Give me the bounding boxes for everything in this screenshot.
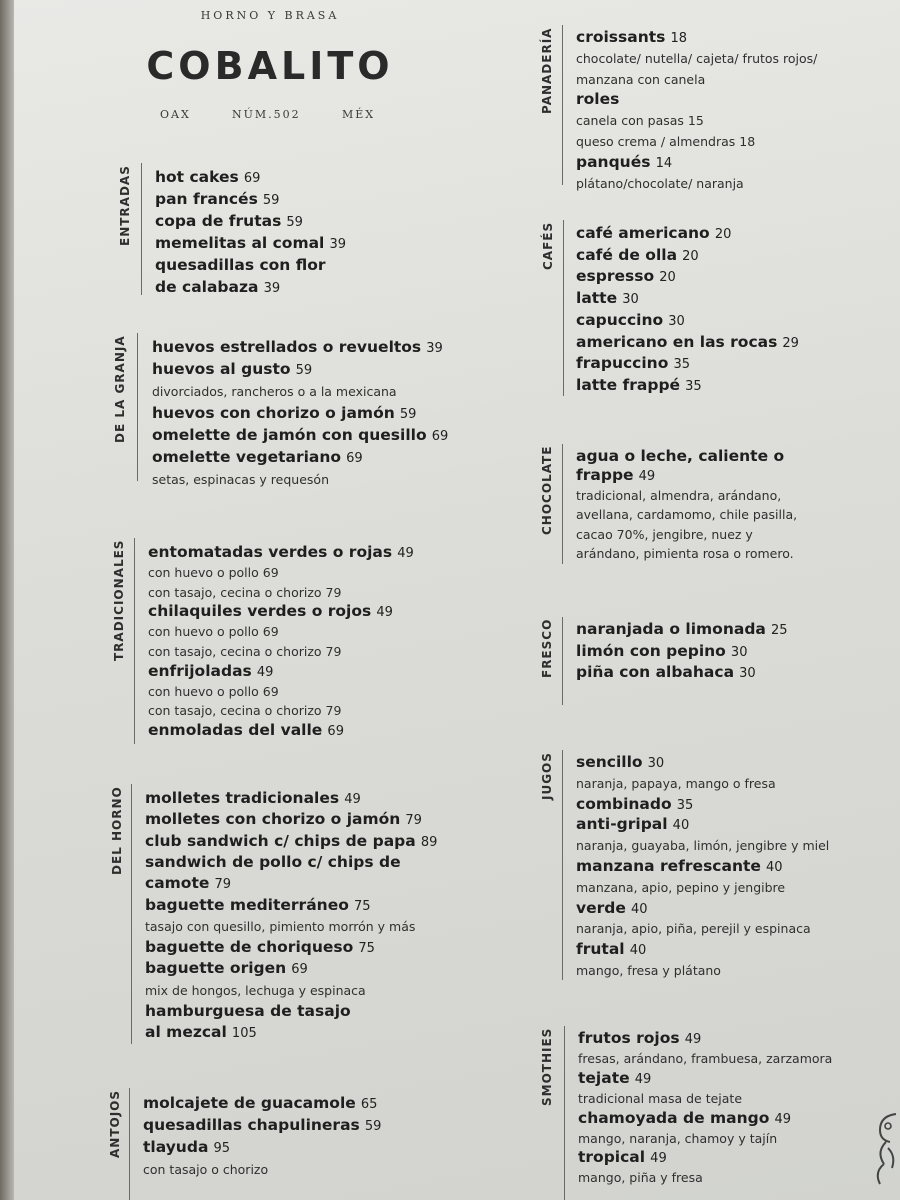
item-price: 18	[670, 31, 688, 46]
item-name: café de olla	[576, 245, 678, 264]
menu-item	[152, 425, 448, 444]
item-name: camote	[145, 874, 210, 893]
section-divider	[137, 333, 138, 481]
item-price: 59	[295, 363, 313, 378]
menu-item	[578, 1068, 651, 1087]
item-name: omelette de jamón con quesillo	[152, 426, 427, 444]
menu-item	[578, 1147, 667, 1166]
section-label-del-horno: DEL HORNO	[110, 786, 124, 875]
item-description-text: tradicional masa de tejate	[578, 1090, 743, 1106]
menu-item	[155, 189, 279, 208]
item-description-text: cacao 70%, jengibre, nuez y	[576, 526, 753, 542]
item-name: quesadillas chapulineras	[143, 1116, 360, 1134]
menu-item	[576, 353, 690, 372]
item-description	[578, 1048, 832, 1067]
item-description	[576, 173, 744, 192]
menu-item	[576, 310, 685, 329]
menu-item	[576, 619, 788, 638]
item-name: americano en las rocas	[576, 332, 778, 351]
item-name: quesadillas con flor	[155, 256, 326, 274]
item-name: tropical	[578, 1148, 646, 1167]
menu-item	[576, 288, 639, 307]
section-label-fresco: FRESCO	[540, 618, 554, 678]
item-description	[148, 681, 279, 700]
item-price: 49	[397, 546, 414, 561]
item-price: 29	[782, 335, 799, 351]
item-price: 105	[231, 1026, 257, 1042]
section-label-antojos: ANTOJOS	[108, 1089, 122, 1158]
item-name: piña con albahaca	[576, 663, 735, 682]
section-divider	[131, 784, 132, 1044]
item-description-text: naranja, guayaba, limón, jengibre y miel	[576, 838, 830, 854]
item-name: baguette mediterráneo	[145, 895, 349, 914]
menu-item	[143, 1115, 381, 1134]
item-description	[148, 562, 279, 581]
item-name: copa de frutas	[155, 212, 282, 230]
item-description	[576, 110, 704, 129]
item-price: 65	[360, 1097, 378, 1112]
item-name: espresso	[576, 267, 655, 286]
item-name: huevos al gusto	[152, 360, 291, 378]
menu-item	[576, 375, 702, 394]
menu-item	[152, 403, 416, 422]
item-description-text: chocolate/ nutella/ cajeta/ frutos rojos/	[576, 50, 818, 66]
item-description-text: manzana, apio, pepino y jengibre	[576, 879, 786, 895]
item-name: enmoladas del valle	[148, 721, 323, 740]
item-price: 49	[638, 469, 656, 485]
item-name: al mezcal	[145, 1023, 227, 1042]
item-name: frapuccino	[576, 354, 669, 373]
menu-item	[576, 266, 676, 285]
section-divider	[564, 1026, 565, 1200]
menu-item	[576, 332, 799, 351]
item-description	[145, 980, 366, 999]
item-name: naranjada o limonada	[576, 620, 766, 638]
item-price: 30	[668, 313, 685, 329]
section-label-smothies: SMOTHIES	[540, 1027, 554, 1106]
item-name: capuccino	[576, 310, 664, 329]
menu-item	[148, 601, 393, 620]
brand-title: COBALITO	[146, 44, 394, 88]
item-price: 40	[629, 943, 647, 959]
section-label-panaderia: PANADERÍA	[540, 27, 554, 114]
menu-item	[155, 255, 326, 274]
item-description-text: avellana, cardamomo, chile pasilla,	[576, 507, 798, 523]
menu-item	[148, 542, 414, 561]
item-description-text: fresas, arándano, frambuesa, zarzamora	[578, 1050, 833, 1066]
item-description-text: arándano, pimienta rosa o romero.	[576, 546, 794, 561]
menu-item	[145, 937, 375, 956]
item-name: entomatadas verdes o rojas	[148, 543, 393, 561]
item-name: chilaquiles verdes o rojos	[148, 602, 372, 621]
item-name: latte frappé	[576, 375, 681, 394]
item-price: 30	[647, 756, 665, 771]
menu-item	[145, 809, 422, 828]
item-description-text: con tasajo o chorizo	[143, 1162, 269, 1177]
menu-item	[576, 446, 784, 465]
tagline: HORNO Y BRASA	[200, 9, 340, 22]
menu-item	[576, 641, 747, 660]
item-name: memelitas al comal	[155, 234, 325, 252]
item-description-text: setas, espinacas y requesón	[152, 472, 329, 487]
item-price: 79	[405, 813, 422, 829]
menu-item	[148, 661, 273, 680]
item-description-text: canela con pasas 15	[576, 113, 704, 129]
item-name: baguette origen	[145, 959, 287, 978]
item-name: latte	[576, 289, 618, 308]
item-name: molcajete de guacamole	[143, 1094, 356, 1112]
item-name: chamoyada de mango	[578, 1108, 770, 1127]
item-description-text: con huevo o pollo 69	[148, 564, 279, 580]
item-price: 25	[770, 623, 788, 638]
item-description	[148, 641, 341, 660]
item-price: 39	[426, 341, 443, 356]
item-price: 75	[353, 898, 371, 914]
menu-item	[155, 211, 303, 230]
item-price: 59	[262, 193, 280, 208]
item-description-text: tasajo con quesillo, pimiento morrón y más	[145, 918, 416, 934]
item-price: 35	[673, 357, 690, 373]
item-price: 20	[682, 248, 699, 264]
item-price: 49	[376, 605, 393, 621]
item-name: club sandwich c/ chips de papa	[145, 831, 416, 850]
item-description	[576, 918, 811, 937]
item-description-text: mango, fresa y plátano	[576, 963, 721, 978]
item-price: 30	[730, 644, 748, 660]
item-description	[148, 621, 279, 640]
item-description	[576, 960, 721, 979]
item-description-text: mix de hongos, lechuga y espinaca	[145, 982, 366, 998]
item-price: 35	[676, 797, 694, 813]
item-name: anti-gripal	[576, 815, 668, 834]
item-description-text: naranja, apio, piña, perejil y espinaca	[576, 921, 811, 937]
item-description	[578, 1128, 777, 1147]
item-description	[576, 504, 797, 523]
menu-edge-shadow	[0, 0, 14, 1200]
item-description-text: con tasajo, cecina o chorizo 79	[148, 584, 342, 600]
item-description-text: con tasajo, cecina o chorizo 79	[148, 644, 342, 659]
item-name: verde	[576, 898, 626, 917]
menu-item	[152, 359, 312, 378]
item-price: 40	[766, 860, 783, 875]
item-price: 49	[634, 1071, 652, 1087]
item-price: 69	[291, 962, 308, 978]
item-price: 59	[286, 215, 303, 230]
location-country: MÉX	[342, 108, 376, 121]
item-description	[148, 700, 341, 719]
menu-item	[145, 958, 308, 977]
menu-item	[155, 167, 260, 186]
item-price: 30	[739, 666, 756, 682]
item-description-text: tradicional, almendra, arándano,	[576, 487, 782, 503]
item-name: roles	[576, 90, 620, 109]
item-description-text: plátano/chocolate/ naranja	[576, 175, 744, 191]
menu-item	[578, 1028, 701, 1047]
item-description	[152, 469, 329, 488]
section-divider	[129, 1088, 130, 1200]
section-divider	[134, 538, 135, 744]
item-name: agua o leche, caliente o	[576, 447, 785, 465]
item-price: 40	[630, 901, 648, 917]
item-price: 75	[358, 941, 375, 957]
item-description	[578, 1167, 703, 1186]
item-description-text: divorciados, rancheros o a la mexicana	[152, 384, 397, 399]
item-name: enfrijoladas	[148, 661, 252, 680]
item-price: 89	[420, 834, 438, 850]
item-name: sandwich de pollo c/ chips de	[145, 852, 401, 871]
menu-item	[576, 794, 693, 813]
section-divider	[563, 220, 564, 396]
item-description	[576, 485, 781, 504]
item-price: 20	[659, 270, 676, 286]
menu-item	[155, 277, 280, 296]
item-description	[576, 835, 829, 854]
menu-item	[576, 939, 646, 958]
item-price: 49	[344, 792, 361, 807]
menu-item	[578, 1108, 791, 1127]
item-name: frutos rojos	[578, 1029, 680, 1047]
item-name: frutal	[576, 940, 625, 959]
item-description-text: naranja, papaya, mango o fresa	[576, 775, 776, 791]
menu-item	[576, 856, 783, 875]
item-description	[576, 69, 705, 88]
item-name: sencillo	[576, 753, 643, 771]
item-name: combinado	[576, 794, 672, 813]
location-city: OAX	[160, 108, 191, 121]
item-description	[152, 381, 397, 400]
section-label-entradas: ENTRADAS	[118, 165, 132, 246]
menu-item	[145, 1001, 351, 1020]
item-description	[148, 582, 341, 601]
menu-item	[576, 752, 664, 771]
item-description-text: mango, piña y fresa	[578, 1170, 703, 1186]
item-description-text: manzana con canela	[576, 71, 706, 87]
location-number: NÚM.502	[232, 108, 301, 121]
item-name: molletes tradicionales	[145, 789, 340, 807]
item-price: 95	[213, 1141, 231, 1156]
menu-item	[145, 895, 371, 914]
section-divider	[562, 750, 563, 980]
item-description-text: con huevo o pollo 69	[148, 683, 279, 699]
section-divider	[562, 25, 563, 185]
item-description	[576, 543, 794, 562]
menu-item	[145, 852, 401, 871]
section-label-cafes: CAFÉS	[541, 221, 555, 270]
item-description-text: mango, naranja, chamoy y tajín	[578, 1130, 778, 1146]
menu-item	[148, 720, 344, 739]
item-price: 59	[399, 407, 417, 422]
menu-item	[145, 873, 231, 892]
menu-item	[576, 898, 648, 917]
item-name: molletes con chorizo o jamón	[145, 810, 401, 829]
mascot-doodle-icon	[866, 1108, 900, 1188]
item-name: hamburguesa de tasajo	[145, 1002, 351, 1020]
item-description	[576, 773, 776, 792]
item-name: de calabaza	[155, 278, 259, 296]
menu-item	[145, 788, 361, 807]
item-description	[576, 48, 817, 67]
menu-item	[143, 1137, 230, 1156]
item-price: 69	[346, 451, 363, 466]
item-price: 49	[684, 1032, 702, 1047]
item-price: 20	[714, 227, 732, 242]
menu-item	[145, 1022, 257, 1041]
menu-item	[152, 447, 363, 466]
menu-item	[576, 245, 699, 264]
item-price: 69	[243, 171, 261, 186]
item-price: 69	[327, 724, 344, 740]
item-price: 35	[685, 378, 702, 394]
item-name: baguette de choriqueso	[145, 938, 354, 957]
item-price: 49	[256, 664, 274, 680]
item-description-text: con huevo o pollo 69	[148, 624, 279, 640]
menu-item	[576, 89, 619, 108]
item-name: hot cakes	[155, 168, 239, 186]
section-divider	[141, 163, 142, 295]
item-price: 40	[672, 818, 690, 834]
item-name: manzana refrescante	[576, 857, 761, 875]
menu-item	[576, 223, 731, 242]
menu-item	[145, 831, 437, 850]
item-description	[145, 916, 415, 935]
item-price: 69	[431, 429, 449, 444]
item-name: frappe	[576, 466, 634, 485]
item-name: pan francés	[155, 190, 258, 208]
section-divider	[562, 617, 563, 705]
item-description-text: queso crema / almendras 18	[576, 134, 756, 149]
menu-item	[576, 465, 655, 484]
item-description	[578, 1088, 742, 1107]
item-name: tlayuda	[143, 1138, 209, 1156]
item-price: 49	[774, 1111, 792, 1127]
menu-item	[576, 814, 689, 833]
item-name: café americano	[576, 224, 710, 242]
item-name: huevos con chorizo o jamón	[152, 404, 395, 422]
section-label-jugos: JUGOS	[540, 752, 554, 800]
menu-item	[576, 662, 756, 681]
item-description	[576, 524, 753, 543]
item-name: omelette vegetariano	[152, 448, 342, 466]
item-name: croissants	[576, 28, 666, 46]
menu-item	[155, 233, 346, 252]
section-label-chocolate: CHOCOLATE	[540, 445, 554, 535]
menu-item	[576, 27, 687, 46]
item-name: tejate	[578, 1068, 630, 1087]
menu-item	[143, 1093, 377, 1112]
item-price: 79	[214, 877, 232, 893]
menu-item	[152, 337, 443, 356]
item-price: 14	[655, 155, 673, 171]
menu-item	[576, 152, 672, 171]
section-label-tradicionales: TRADICIONALES	[112, 539, 126, 661]
item-price: 39	[329, 237, 347, 252]
item-price: 39	[263, 281, 281, 296]
item-name: limón con pepino	[576, 641, 726, 660]
item-price: 59	[364, 1119, 382, 1134]
item-price: 30	[622, 292, 639, 308]
item-description	[576, 877, 785, 896]
item-name: panqués	[576, 152, 651, 171]
section-label-de-la-granja: DE LA GRANJA	[113, 335, 127, 443]
item-name: huevos estrellados o revueltos	[152, 338, 422, 356]
item-description	[143, 1159, 268, 1178]
item-price: 49	[650, 1151, 667, 1167]
section-divider	[562, 444, 563, 564]
item-description	[576, 131, 755, 150]
item-description-text: con tasajo, cecina o chorizo 79	[148, 703, 342, 719]
